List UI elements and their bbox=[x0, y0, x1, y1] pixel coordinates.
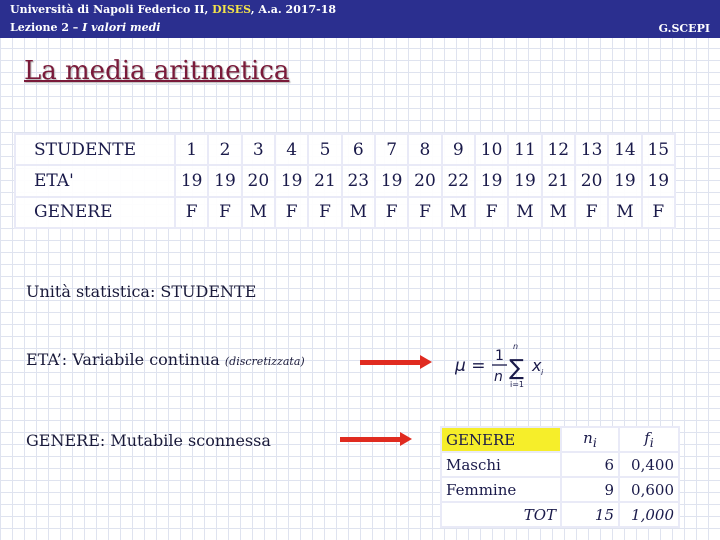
mean-formula bbox=[455, 340, 551, 390]
table-cell: M bbox=[442, 197, 475, 228]
freq-total-count: 15 bbox=[561, 502, 619, 527]
slide-header bbox=[0, 0, 720, 38]
lesson-topic: I valori medi bbox=[82, 21, 161, 34]
table-cell: 21 bbox=[542, 165, 575, 196]
freq-count: 6 bbox=[561, 452, 619, 477]
table-cell: F bbox=[208, 197, 241, 228]
table-row bbox=[441, 452, 679, 477]
eta-label: ETA’: Variabile continua bbox=[26, 350, 220, 369]
table-cell: F bbox=[175, 197, 208, 228]
table-cell: 22 bbox=[442, 165, 475, 196]
table-cell: 19 bbox=[275, 165, 308, 196]
table-row-students bbox=[15, 134, 675, 165]
table-cell: 11 bbox=[508, 134, 541, 165]
table-cell: 19 bbox=[608, 165, 641, 196]
table-cell: 9 bbox=[442, 134, 475, 165]
table-cell: M bbox=[242, 197, 275, 228]
freq-relative: 0,600 bbox=[619, 477, 679, 502]
formula-lhs: μ = bbox=[455, 356, 486, 376]
header-institution bbox=[10, 3, 336, 16]
table-cell: 1 bbox=[175, 134, 208, 165]
genere-variable-text: GENERE: Mutabile sconnessa bbox=[26, 431, 271, 450]
table-cell: 20 bbox=[408, 165, 441, 196]
table-cell: M bbox=[342, 197, 375, 228]
table-row bbox=[441, 477, 679, 502]
freq-header-n bbox=[561, 427, 619, 452]
formula-x: x bbox=[532, 356, 542, 375]
arrow-right-icon bbox=[340, 432, 412, 446]
table-cell: M bbox=[542, 197, 575, 228]
n-subscript: i bbox=[592, 435, 597, 450]
freq-label: Femmine bbox=[441, 477, 561, 502]
table-cell: F bbox=[575, 197, 608, 228]
table-cell: 20 bbox=[575, 165, 608, 196]
table-cell: 13 bbox=[575, 134, 608, 165]
table-cell: F bbox=[642, 197, 675, 228]
sum-lower-limit: i=1 bbox=[510, 380, 525, 389]
dept-name: DISES bbox=[212, 3, 251, 16]
lesson-prefix: Lezione 2 – bbox=[10, 21, 79, 34]
freq-count: 9 bbox=[561, 477, 619, 502]
sum-upper-limit: n bbox=[513, 342, 519, 351]
table-cell: 15 bbox=[642, 134, 675, 165]
table-cell: 3 bbox=[242, 134, 275, 165]
gender-frequency-table bbox=[440, 426, 680, 528]
table-cell: 19 bbox=[642, 165, 675, 196]
table-row-genders bbox=[15, 197, 675, 228]
table-cell: 8 bbox=[408, 134, 441, 165]
f-subscript: i bbox=[649, 435, 654, 450]
university-name: Università di Napoli Federico II, bbox=[10, 3, 209, 16]
table-cell: 19 bbox=[175, 165, 208, 196]
freq-header-f bbox=[619, 427, 679, 452]
freq-relative: 0,400 bbox=[619, 452, 679, 477]
table-cell: F bbox=[375, 197, 408, 228]
academic-year: , A.a. 2017-18 bbox=[250, 3, 337, 16]
table-cell: 19 bbox=[375, 165, 408, 196]
table-cell: 14 bbox=[608, 134, 641, 165]
freq-total-label: TOT bbox=[441, 502, 561, 527]
table-cell: M bbox=[608, 197, 641, 228]
table-cell: 7 bbox=[375, 134, 408, 165]
author: G.SCEPI bbox=[658, 22, 710, 35]
table-cell: F bbox=[275, 197, 308, 228]
table-cell: 19 bbox=[208, 165, 241, 196]
row-label: ETA' bbox=[15, 165, 175, 196]
formula-numerator: 1 bbox=[495, 348, 504, 364]
arrow-right-icon bbox=[360, 355, 432, 369]
table-cell: M bbox=[508, 197, 541, 228]
table-row-ages bbox=[15, 165, 675, 196]
eta-note: (discretizzata) bbox=[224, 355, 305, 368]
table-cell: 2 bbox=[208, 134, 241, 165]
table-cell: 5 bbox=[308, 134, 341, 165]
formula-subscript: i bbox=[541, 368, 544, 377]
eta-variable-text bbox=[26, 350, 305, 369]
table-cell: F bbox=[475, 197, 508, 228]
table-cell: F bbox=[408, 197, 441, 228]
table-cell: 21 bbox=[308, 165, 341, 196]
f-symbol: f bbox=[644, 429, 650, 447]
table-cell: 20 bbox=[242, 165, 275, 196]
header-lesson bbox=[10, 21, 160, 34]
table-cell: 12 bbox=[542, 134, 575, 165]
freq-header-genere: GENERE bbox=[441, 427, 561, 452]
freq-total-relative: 1,000 bbox=[619, 502, 679, 527]
formula-denominator: n bbox=[494, 369, 503, 385]
student-data-table bbox=[14, 133, 676, 229]
table-cell: 6 bbox=[342, 134, 375, 165]
n-symbol: n bbox=[583, 429, 593, 447]
slide-title: La media aritmetica bbox=[24, 56, 290, 86]
table-cell: 4 bbox=[275, 134, 308, 165]
table-cell: F bbox=[308, 197, 341, 228]
freq-label: Maschi bbox=[441, 452, 561, 477]
table-cell: 19 bbox=[475, 165, 508, 196]
row-label: GENERE bbox=[15, 197, 175, 228]
row-label: STUDENTE bbox=[15, 134, 175, 165]
sigma-icon: ∑ bbox=[509, 356, 524, 381]
table-cell: 10 bbox=[475, 134, 508, 165]
freq-header-row bbox=[441, 427, 679, 452]
table-cell: 23 bbox=[342, 165, 375, 196]
freq-total-row bbox=[441, 502, 679, 527]
statistical-unit-text: Unità statistica: STUDENTE bbox=[26, 282, 257, 301]
table-cell: 19 bbox=[508, 165, 541, 196]
